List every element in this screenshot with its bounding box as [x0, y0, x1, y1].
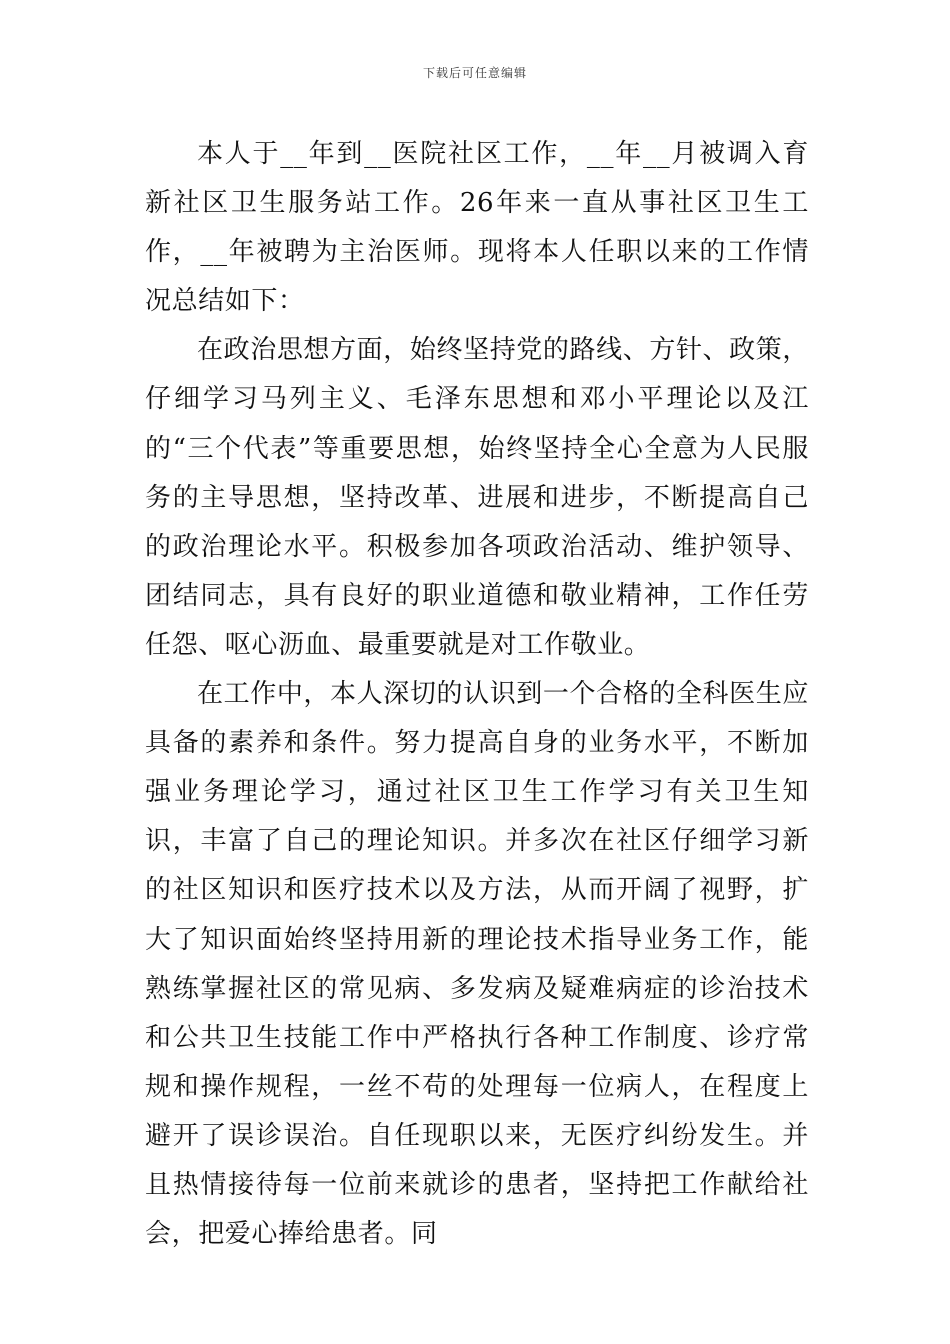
paragraph-political: 在政治思想方面，始终坚持党的路线、方针、政策，仔细学习马列主义、毛泽东思想和邓小平理论以及江的“三个代表”等重要思想，始终坚持全心全意为人民服务的主导思想，坚持改革、进展和进步，不断提高自己的政治理论水平。积极参加各项政治活动、维护领导、团结同志，具有良好的职业道德和敬业精神，工作任劳任怨、呕心沥血、最重要就是对工作敬业。 [145, 335, 809, 660]
document-body [145, 130, 809, 1259]
paragraph-intro: 本人于__年到__医院社区工作，__年__月被调入育新社区卫生服务站工作。26年来一直从事社区卫生工作，__年被聘为主治医师。现将本人任职以来的工作情况总结如下： [145, 139, 809, 317]
paragraph-work: 在工作中，本人深切的认识到一个合格的全科医生应具备的素养和条件。努力提高自身的业务水平，不断加强业务理论学习，通过社区卫生工作学习有关卫生知识，丰富了自己的理论知识。并多次在社区仔细学习新的社区知识和医疗技术以及方法，从而开阔了视野，扩大了知识面始终坚持用新的理论技术指导业务工作，能熟练掌握社区的常见病、多发病及疑难病症的诊治技术和公共卫生技能工作中严格执行各种工作制度、诊疗常规和操作规程，一丝不苟的处理每一位病人，在程度上避开了误诊误治。自任现职以来，无医疗纠纷发生。并且热情接待每一位前来就诊的患者，坚持把工作献给社会，把爱心捧给患者。同 [145, 679, 809, 1250]
page-header: 下载后可任意编辑 [422, 66, 527, 80]
